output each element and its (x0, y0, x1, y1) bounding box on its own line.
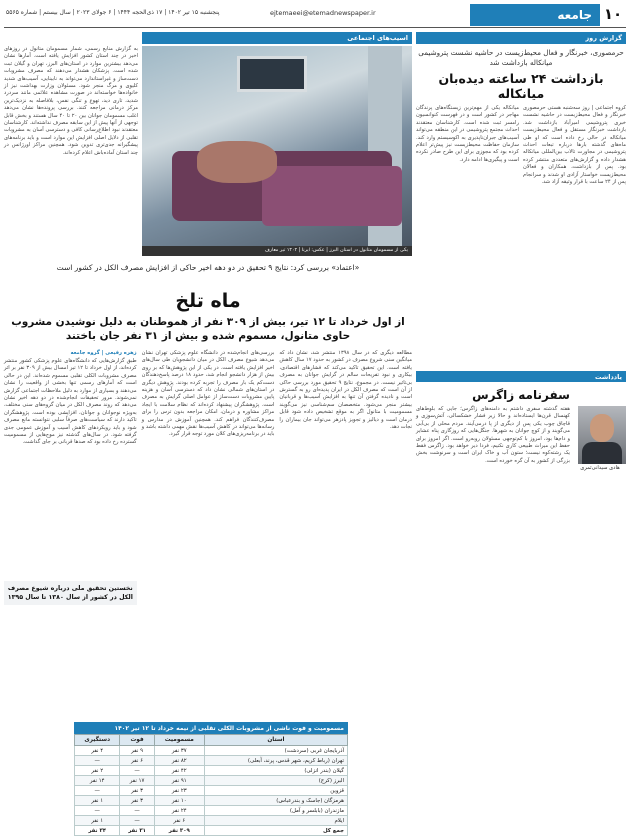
header-province: استان (204, 735, 347, 746)
table-row (75, 766, 348, 776)
cell-province: گیلان (بندر انزلی) (204, 766, 347, 776)
cell-poisoned: ۲۳ نفر (154, 786, 204, 796)
table-row (75, 786, 348, 796)
cell-poisoned: ۶ نفر (154, 816, 204, 826)
cell-arrests: — (75, 756, 120, 766)
author-name: هادی سیدانی‌ثمری (580, 465, 620, 471)
cell-deaths: — (120, 806, 154, 816)
cell-poisoned: ۲۴ نفر (154, 806, 204, 816)
cell-poisoned: ۴۲ نفر (154, 766, 204, 776)
cell-deaths: ۶ نفر (120, 756, 154, 766)
story-text-2: بررسی‌های انجام‌شده در دانشگاه علوم پزشکی تهران نشان می‌دهد شیوع مصرف الکل در میان دانشجویان طی سال‌های اخیر افزایش یافته است. در یکی از این پژوهش‌ها که بر روی بیش از هزار دانشجو انجام شد، حدود ۱۸ درصد پاسخ‌دهندگان دست‌کم یک بار مصرف را تجربه کرده بودند. پژوهش دیگری در استان‌های شمالی نشان داد که دسترسی آسان و هزینه پایین مشروبات دست‌ساز از عوامل اصلی گرایش به مصرف است. پژوهشگران پیشنهاد کرده‌اند که نظام سلامت با ایجاد مراکز مشاوره و درمان، امکان مراجعه بدون ترس را برای مصرف‌کنندگان فراهم کند. همچنین آموزش در مدارس و رسانه‌ها می‌تواند در کاهش آسیب‌ها نقش مهمی داشته باشد و باید در برنامه‌ریزی‌های کلان مورد توجه قرار گیرد. (141, 350, 275, 438)
byline: زهره رفیعی | گروه جامعه (70, 350, 137, 356)
cell-deaths: — (120, 766, 154, 776)
main-deck: از اول خرداد تا ۱۲ تیر، بیش از ۳۰۹ نفر از هموطنان به دلیل نوشیدن مشروب حاوی متانول، مسموم شده و بیش از ۳۱ نفر جان باختند (11, 316, 405, 342)
cell-arrests: — (75, 806, 120, 816)
cell-deaths: ۳۱ نفر (120, 826, 154, 836)
left-narrow-column: به گزارش منابع رسمی، شمار مسمومان متانول در روزهای اخیر در چند استان کشور افزایش یافته است. آمارها نشان می‌دهد بیشترین موارد در استان‌های البرز، تهران و گیلان ثبت شده است. پزشکان هشدار می‌دهند که مصرف مشروبات دست‌ساز و غیراستاندارد می‌تواند به نابینایی، آسیب‌های شدید کلیوی و مرگ منجر شود. مسئولان وزارت بهداشت نیز از خانواده‌ها خواسته‌اند در صورت مشاهده علائمی مانند سردرد شدید، تاری دید، تهوع و تنگی نفس، بلافاصله به نزدیک‌ترین مرکز درمانی مراجعه کنند. بررسی پرونده‌ها نشان می‌دهد اغلب مسمومان جوانان بین ۲۰ تا ۴۰ سال هستند و بخش قابل توجهی از آنها پیش از این سابقه مصرف نداشته‌اند. کارشناسان معتقدند نبود اطلاع‌رسانی کافی و دسترسی آسان به مشروبات تقلبی از دلایل اصلی افزایش این موارد است و باید برنامه‌های پیشگیرانه جدی‌تری تدوین شود. همچنین مراکز اورژانس در چند استان آماده‌باش اعلام کرده‌اند. (4, 46, 138, 156)
section-email[interactable]: ejtemaeei@etemadnewspaper.ir (270, 9, 376, 17)
header-poisoned: مسمومیت (154, 735, 204, 746)
cell-province: ایلام (204, 816, 347, 826)
op-ed-body (416, 406, 626, 746)
header-arrests: دستگیری (75, 735, 120, 746)
author-block (574, 406, 626, 746)
cell-province: مازندران (بابلسر و آمل) (204, 806, 347, 816)
header-divider (4, 27, 626, 28)
op-ed-text: هفته گذشته سفری داشتم به دامنه‌های زاگرس؛ جایی که بلوط‌های کهنسال قرن‌ها ایستاده‌اند و حالا زیر فشار خشکسالی، آتش‌سوزی و قاچاق چوب یکی پس از دیگری از پا درمی‌آیند. مردم محلی از بی‌آبی می‌گویند و از کوچ جوانان به شهرها. جنگل‌هایی که روزگاری پناه عشایر و دام‌ها بود، امروز با کم‌توجهی مسئولان روبه‌رو است. اگر امروز برای حفظ این میراث طبیعی کاری نکنیم، فردا دیر خواهد بود. زاگرس فقط یک رشته‌کوه نیست؛ ستون آب و خاک ایران است و سرنوشت بخش بزرگی از کشور به آن گره خورده است. (416, 406, 570, 464)
cell-province: تهران (رباط کریم، شهر قدس، پرند، آبعلی) (204, 756, 347, 766)
cell-arrests: ۱ نفر (75, 796, 120, 806)
photo-blanket (262, 166, 402, 226)
story-text-3: مطالعه دیگری که در سال ۱۳۹۸ منتشر شد، نشان داد که میانگین سنی شروع مصرف در کشور به حدود ۱۷ سال کاهش یافته است. این تحقیق تاکید می‌کند که فشارهای اقتصادی، بیکاری و نبود تفریحات سالم در گرایش جوانان به مصرف بی‌تاثیر نیست. در مجموع، نتایج ۹ تحقیق مورد بررسی حاکی از آن است که مصرف الکل در ایران پدیده‌ای رو به گسترش است و نادیده گرفتن آن تنها به افزایش آسیب‌ها و قربانیان بیشتر منجر می‌شود. متخصصان سم‌شناسی نیز می‌گویند مسمومیت با متانول اگر به موقع تشخیص داده شود قابل درمان است و دیالیز و تجویز پادزهر می‌تواند جان بیماران را نجات دهد. (279, 350, 413, 431)
photo-patient (197, 141, 277, 183)
main-story (3, 32, 413, 834)
data-table (74, 734, 348, 836)
issue-info: پنجشنبه ۱۵ تیر ۱۴۰۲ | ۱۷ ذی‌الحجه ۱۴۴۴ | ۶ جولای ۲۰۲۳ | سال بیستم | شماره ۵۵۶۵ (6, 9, 220, 16)
cell-deaths: — (120, 816, 154, 826)
survey-box-title: نخستین تحقیق ملی درباره شیوع مصرف الکل در کشور از سال ۱۳۸۰ تا سال ۱۳۹۵ (4, 581, 137, 605)
arrest-body-col-b: میانکاله یکی از مهم‌ترین زیستگاه‌های پرندگان مهاجر در کشور است و در فهرست کنوانسیون رامسر ثبت شده است. کارشناسان معتقدند احداث مجتمع پتروشیمی در این منطقه می‌تواند آسیب‌های جبران‌ناپذیری به اکوسیستم وارد کند. سازمان حفاظت محیط‌زیست نیز پیش‌تر اعلام کرده بود که مجوزی برای این طرح صادر نکرده است و پیگیری‌ها ادامه دارد. (416, 105, 519, 163)
author-face (590, 414, 614, 442)
story-photo[interactable] (142, 46, 412, 246)
poisoning-table (74, 722, 348, 836)
cell-province: آذربایجان غربی (سردشت) (204, 746, 347, 756)
cell-poisoned: ۳۷ نفر (154, 746, 204, 756)
cell-deaths: ۳ نفر (120, 786, 154, 796)
story-column-3 (279, 350, 412, 750)
section-label: جامعه (470, 4, 600, 26)
cell-arrests: ۳۴ نفر (75, 826, 120, 836)
cell-province: البرز (کرج) (204, 776, 347, 786)
cell-arrests: ۱۴ نفر (75, 776, 120, 786)
cell-province: قزوین (204, 786, 347, 796)
cell-poisoned: ۸۲ نفر (154, 756, 204, 766)
table-total-row (75, 826, 348, 836)
cell-arrests: ۴ نفر (75, 746, 120, 756)
arrest-headline[interactable]: بازداشت ۲۴ ساعته دیده‌بان میانکاله (438, 71, 604, 101)
table-row (75, 796, 348, 806)
table-header-row (75, 735, 348, 746)
op-ed-title[interactable]: سفرنامه زاگرس (472, 388, 570, 402)
table-title: مسمومیت و فوت ناشی از مشروبات الکلی تقلبی از نیمه خرداد تا ۱۲ تیر ۱۴۰۲ (74, 722, 348, 734)
table-row (75, 806, 348, 816)
table-row (75, 756, 348, 766)
main-headline[interactable]: ماه تلخ (175, 290, 241, 312)
page-header (0, 0, 630, 30)
main-kicker: اسیب‌های اجتماعی (142, 32, 412, 44)
story-column-1 (4, 350, 137, 750)
arrest-body-col-a: کروه اجتماعی | روز سه‌شنبه هستی حرمصوری خبرنگار و فعال محیط‌زیست در حاشیه نشست خبری پتروشیمی امیرآباد بازداشت شد. بازداشت خبرنگار مستقل و فعال محیط‌زیست میانکاله در حالی رخ داده است که او طی ماه‌های گذشته بارها درباره تبعات احداث پتروشیمی در مجاورت تالاب بین‌المللی میانکاله هشدار داده و گزارش‌های متعددی منتشر کرده بود. پس از بازداشت، همکاران و فعالان محیط‌زیست خواستار آزادی او شدند و سرانجام پس از ۲۴ ساعت با قرار وثیقه آزاد شد. (523, 105, 626, 186)
table-row (75, 776, 348, 786)
cell-deaths: ۹ نفر (120, 746, 154, 756)
story-text-1: طبق گزارش‌هایی که دانشگاه‌های علوم پزشکی کشور منتشر کرده‌اند، از اول خرداد تا ۱۲ تیر امسال بیش از ۳۰۹ نفر بر اثر مصرف مشروبات الکلی تقلبی مسموم شده‌اند. این در حالی است که آمارهای رسمی تنها بخشی از واقعیت را نشان می‌دهند و بسیاری از موارد به دلیل ملاحظات اجتماعی گزارش نمی‌شوند. مرور تحقیقات انجام‌شده در دو دهه اخیر نشان می‌دهد که روند مصرف الکل در میان گروه‌های سنی مختلف، به‌ویژه نوجوانان و جوانان، افزایشی بوده است. پژوهشگران تاکید دارند که سیاست‌های صرفاً سلبی نتوانسته مانع مصرف شود و باید رویکردهای کاهش آسیب و آموزش عمومی جدی گرفته شود. در سال‌های گذشته نیز موج‌هایی از مسمومیت گسترده رخ داده بود که صدها قربانی بر جای گذاشت. (3, 358, 137, 446)
cell-poisoned: ۳۰۹ نفر (154, 826, 204, 836)
cell-arrests: ۱ نفر (75, 816, 120, 826)
arrest-body (416, 105, 626, 367)
arrest-subhead: حرمصوری، خبرنگار و فعال محیط‌زیست در حاشیه نشست پتروشیمی میانکاله بازداشت شد (418, 48, 624, 67)
main-subhead: «اعتماد» بررسی کرد: نتایج ۹ تحقیق در دو دهه اخیر حاکی از افزایش مصرف الکل در کشور است (56, 263, 360, 272)
cell-arrests: ۲ نفر (75, 766, 120, 776)
note-kicker: یادداشت (416, 371, 626, 382)
photo-caption: یکی از مسمومان متانول در استان البرز | عکس: ایرنا | ۱۴۰۲ تیر معارف (142, 246, 412, 256)
photo-monitor (237, 56, 307, 92)
table-row (75, 816, 348, 826)
author-photo (578, 406, 626, 464)
cell-arrests: — (75, 786, 120, 796)
story-columns (4, 350, 412, 750)
cell-province: جمع کل (204, 826, 347, 836)
report-kicker: گزارش روز (416, 32, 626, 44)
cell-province: هرمزگان (جاسک و بندرعباس) (204, 796, 347, 806)
header-deaths: فوت (120, 735, 154, 746)
cell-poisoned: ۱۰ نفر (154, 796, 204, 806)
table-row (75, 746, 348, 756)
cell-deaths: ۳ نفر (120, 796, 154, 806)
author-suit (582, 442, 622, 464)
cell-poisoned: ۹۱ نفر (154, 776, 204, 786)
cell-deaths: ۱۷ نفر (120, 776, 154, 786)
page-number: ۱۰ (603, 5, 623, 23)
right-column (416, 32, 626, 816)
story-column-2 (142, 350, 275, 750)
